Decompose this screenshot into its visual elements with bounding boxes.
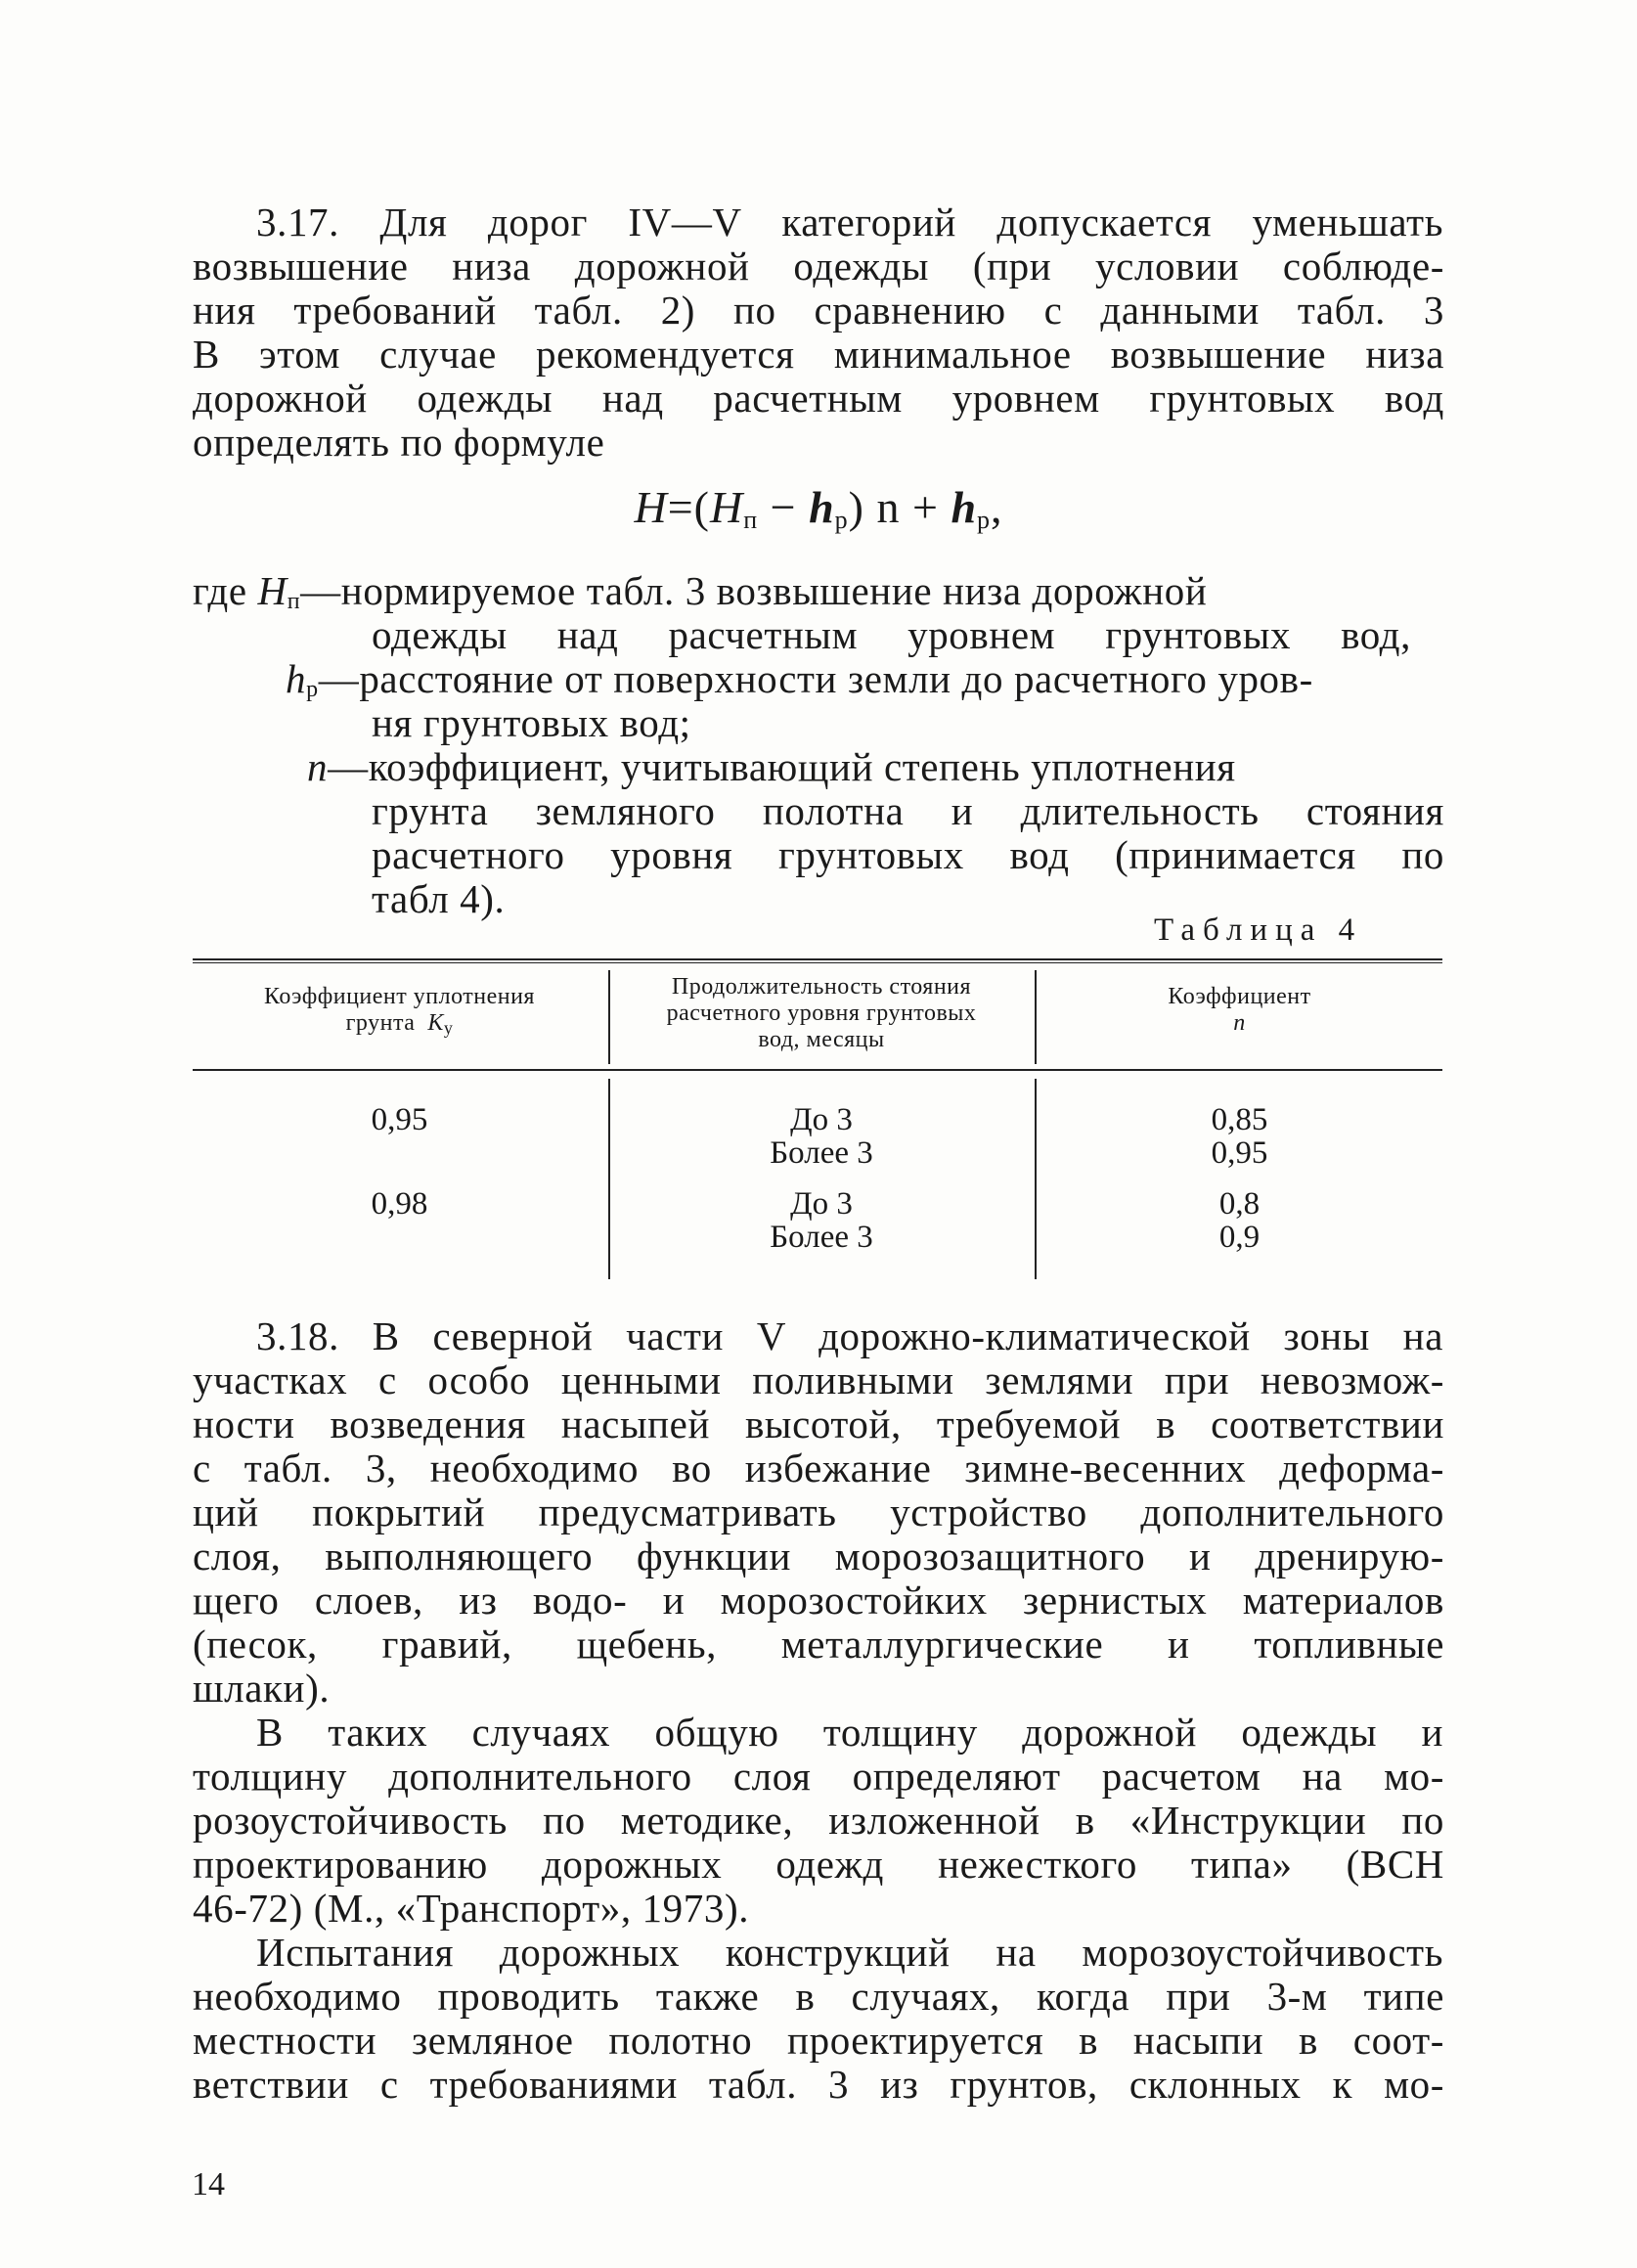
definition-term xyxy=(307,745,1236,788)
definition-text: —нормируемое табл. 3 возвышение низа дорожной xyxy=(300,568,1208,613)
definition-symbol: H xyxy=(257,568,288,613)
formula-symbol: h xyxy=(951,482,978,532)
header-symbol: n xyxy=(1233,1010,1246,1036)
paragraph-line: слоя, выполняющего функции морозозащитного и дренирую- xyxy=(193,1534,1444,1579)
paragraph-line: 3.18. В северной части V дорожно-климатической зоны на xyxy=(256,1313,1443,1358)
formula-operator: =( xyxy=(667,482,710,532)
duration-value: До 3 xyxy=(790,1102,853,1137)
paragraph-line: дорожной одежды над расчетным уровнем грунтовых вод xyxy=(193,376,1444,421)
formula-symbol: H xyxy=(709,482,744,532)
paragraph-line: определять по формуле xyxy=(193,420,605,465)
table-top-rule xyxy=(193,958,1442,960)
paragraph-line: участках с особо ценными поливными землями при невозмож- xyxy=(193,1357,1444,1402)
formula-operator: , xyxy=(991,482,1003,532)
n-value: 0,85 xyxy=(1211,1102,1268,1137)
table-cell-n xyxy=(1037,1103,1442,1170)
header-text: вод, месяцы xyxy=(758,1027,885,1052)
table-top-rule-double xyxy=(193,962,1442,963)
page-number: 14 xyxy=(192,2166,225,2202)
paragraph-line: В этом случае рекомендуется минимальное возвышение низа xyxy=(193,332,1444,377)
definition-text: —расстояние от поверхности земли до расчетного уров- xyxy=(318,656,1313,701)
table-cell-n xyxy=(1037,1187,1442,1254)
table-header-duration xyxy=(610,974,1033,1053)
definition-text: —коэффициент, учитывающий степень уплотнения xyxy=(328,744,1236,789)
formula-subscript: р xyxy=(834,506,849,534)
header-text: Коэффициент уплотнения xyxy=(264,984,535,1009)
paragraph-line: шлаки). xyxy=(193,1666,331,1711)
paragraph-line: проектированию дорожных одежд нежесткого типа» (ВСН xyxy=(193,1842,1444,1887)
header-text: Коэффициент xyxy=(1168,984,1311,1009)
table-header-ku xyxy=(193,984,606,1042)
definition-line: ня грунтовых вод; xyxy=(372,700,691,745)
table-header-rule xyxy=(193,1069,1442,1071)
duration-value: Более 3 xyxy=(770,1220,873,1255)
definition-subscript: п xyxy=(287,589,301,614)
definition-line: одежды над расчетным уровнем грунтовых вод, xyxy=(372,612,1411,657)
where-word: где xyxy=(193,568,247,613)
formula-operator: ) n + xyxy=(848,482,951,532)
definition-line: табл 4). xyxy=(372,876,506,921)
table-cell-k: 0,95 xyxy=(371,1102,428,1137)
header-text: грунта xyxy=(345,1010,416,1036)
paragraph-line: В таких случаях общую толщину дорожной одежды и xyxy=(256,1710,1443,1755)
paragraph-line: розоустойчивость по методике, изложенной в «Инструкции по xyxy=(193,1798,1444,1843)
definition-subscript: р xyxy=(306,677,319,702)
table-cell-duration xyxy=(610,1103,1033,1170)
formula-subscript: р xyxy=(977,506,992,534)
header-symbol: K xyxy=(427,1010,444,1036)
table-cell-k: 0,98 xyxy=(371,1186,428,1222)
paragraph-line: местности земляное полотно проектируется в насыпи в соот- xyxy=(193,2018,1444,2063)
paragraph-line: возвышение низа дорожной одежды (при условии соблюде- xyxy=(193,244,1444,289)
definition-symbol: h xyxy=(286,656,307,701)
table-header-n xyxy=(1037,984,1442,1037)
formula-symbol: H xyxy=(634,482,668,532)
table-cell-duration xyxy=(610,1187,1033,1254)
formula-subscript: п xyxy=(743,506,759,534)
n-value: 0,8 xyxy=(1218,1186,1261,1222)
paragraph-line: ности возведения насыпей высотой, требуемой в соответствии xyxy=(193,1401,1444,1446)
duration-value: Более 3 xyxy=(770,1135,873,1171)
paragraph-line: необходимо проводить также в случаях, когда при 3-м типе xyxy=(193,1974,1444,2019)
paragraph-line: щего слоев, из водо- и морозостойких зернистых материалов xyxy=(193,1578,1444,1623)
paragraph-line: Испытания дорожных конструкций на морозоустойчивость xyxy=(256,1930,1443,1975)
definition-line: расчетного уровня грунтовых вод (принимается по xyxy=(372,832,1444,877)
n-value: 0,9 xyxy=(1218,1220,1261,1255)
paragraph-line: ций покрытий предусматривать устройство дополнительного xyxy=(193,1490,1444,1534)
table-caption: Таблица 4 xyxy=(1154,912,1363,948)
paragraph-line: 3.17. Для дорог IV—V категорий допускается уменьшать xyxy=(256,200,1443,245)
paragraph-line: ветствии с требованиями табл. 3 из грунтов, склонных к мо- xyxy=(193,2062,1444,2107)
header-text: Продолжительность стояния xyxy=(671,974,972,1000)
formula-operator: − xyxy=(758,482,810,532)
paragraph-line: толщину дополнительного слоя определяют расчетом на мо- xyxy=(193,1754,1444,1799)
paragraph-line: ния требований табл. 2) по сравнению с данными табл. 3 xyxy=(193,288,1444,333)
paragraph-line: 46-72) (М., «Транспорт», 1973). xyxy=(193,1886,750,1931)
formula-symbol: h xyxy=(809,482,835,532)
definition-line: грунта земляного полотна и длительность стояния xyxy=(372,788,1444,833)
definition-symbol: n xyxy=(307,744,329,789)
n-value: 0,95 xyxy=(1211,1135,1268,1171)
duration-value: До 3 xyxy=(790,1186,853,1222)
paragraph-line: (песок, гравий, щебень, металлургические и топливные xyxy=(193,1622,1444,1667)
header-subscript: у xyxy=(443,1018,454,1038)
formula xyxy=(0,483,1637,545)
header-text: расчетного уровня грунтовых xyxy=(666,1001,977,1026)
paragraph-line: с табл. 3, необходимо во избежание зимне-весенних деформа- xyxy=(193,1445,1444,1490)
